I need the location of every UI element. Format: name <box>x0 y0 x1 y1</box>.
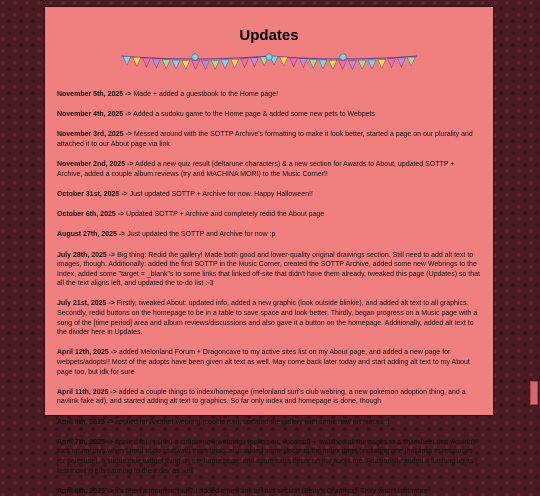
update-text: Messed around with the SOTTP Archive's formatting to make it look better, started a page on our plurality and attached it to our About page via link <box>57 131 473 148</box>
update-date: July 21st, 2025 -> <box>57 300 115 308</box>
bunting-divider-icon <box>119 50 419 76</box>
update-date: November 3rd, 2025 -> <box>57 131 132 139</box>
update-text: Added a sudoku game to the Home page & added some new pets to Webpets <box>131 111 375 119</box>
scrollbar-thumb[interactable] <box>530 381 538 405</box>
update-date: April 6th, 2025 -> <box>57 487 114 495</box>
update-date: November 5th, 2025 -> <box>57 91 132 98</box>
update-text: Made + added a guestbook to the Home page! <box>131 91 279 98</box>
page-title: Updates <box>239 27 299 44</box>
update-text: Updated SOTTP + Archive and completely redid the About page <box>124 211 325 219</box>
update-entry <box>57 210 481 220</box>
update-text: Added a new quiz result (deltarune characters) & a new section for Awards to About, updated SOTTP + Archive, added a couple album reviews (try and MACHINA MORI) to the Music Corner!! <box>57 161 455 178</box>
update-date: October 6th, 2025 -> <box>57 211 125 219</box>
update-entry <box>57 110 481 120</box>
updates-panel <box>44 6 494 495</box>
update-date: November 4th, 2025 -> <box>57 111 132 119</box>
update-date: April 7th, 2025 -> <box>57 438 114 446</box>
update-entry <box>57 251 481 289</box>
update-date: July 28th, 2025 -> <box>57 251 116 259</box>
update-entry <box>57 160 481 179</box>
update-text: Just updated the SOTTP and Archive for now :p <box>125 231 276 239</box>
update-date: August 27th, 2025 -> <box>57 231 126 239</box>
update-text: Just updated SOTTP + Archive for now. Happy Halloween!! <box>127 190 313 198</box>
update-entry <box>57 90 481 100</box>
update-text: Firstly, tweaked About: updated info, added a new graphic (look outside blinkie), and added alt text to all graphics. Secondly, redid buttons on the homepage to be in a table to save space and look better. Thirdly, began progress on a Music page with a song of the [time period] area and album reviews/discussions and also gave it a button on the homepage. Additionally, added alt text to the divider here in Updates. <box>57 300 478 337</box>
update-text: added Melonland Forum + Dragoncave to my active sites list on my About page, and added a new page for webpets/adopts!! Most of the adopts have been given alt text as well. May come back later today and start adding alt text to my About page too, but idk for sure <box>57 349 470 376</box>
update-entry <box>57 487 481 496</box>
update-entry <box>57 418 481 428</box>
update-date: April 12th, 2025 -> <box>57 349 118 357</box>
update-entry <box>57 438 481 476</box>
update-entry <box>57 388 481 407</box>
update-text: Big thing: Redid the gallery! Made both good and lower-quality original drawings section. Still need to add alt text to images, though. Additionally: added the first SOTTP in the Music Corner, created the SOTTP Archive, added some new Webrings to the Index, added some "target = _blank"s to some links that linked off-site that didn't have them already, tweaked this page (Updates) so that all the text aligns left, and updated the to-do list :-3 <box>57 251 480 288</box>
update-entry <box>57 130 481 149</box>
update-text: it's been a moment, huh? I added a new link to links section (Betty's Graphics). Truly wish I had more <box>113 487 428 495</box>
update-date: April 11th, 2025 -> <box>57 388 117 396</box>
update-entry <box>57 299 481 337</box>
update-text: applied for / joined a couple new webrings (pokemon, vocaloid) + switched all the pages to a stylesheet that wouldn't fuck up my divs when I tried to do stuff with them lmao. also added some decor to the index page (including one that links to resources for palestine), a status.cafe widget thing on the home page, and some extra decor on my about me. Additionally added a flashing lights / fast moving gifs warning to the index as well <box>57 438 478 475</box>
update-date: October 31st, 2025 -> <box>57 190 128 198</box>
update-entry <box>57 230 481 240</box>
update-entry <box>57 190 481 200</box>
update-text: applied for Another webring (cookie run), updated the gallery with some new art pieces :] <box>113 418 390 426</box>
updates-list <box>57 90 481 496</box>
update-entry <box>57 348 481 377</box>
update-date: November 2nd, 2025 -> <box>57 161 134 169</box>
update-text: added a couple things to index/homepage (melonland surf's club webring, a new pokemon adoption thing, and a navlink fake ad), and started adding alt text to graphics. So far only index and homepage is done, though <box>57 388 466 406</box>
update-date: April 8th, 2025 -> <box>57 418 114 426</box>
